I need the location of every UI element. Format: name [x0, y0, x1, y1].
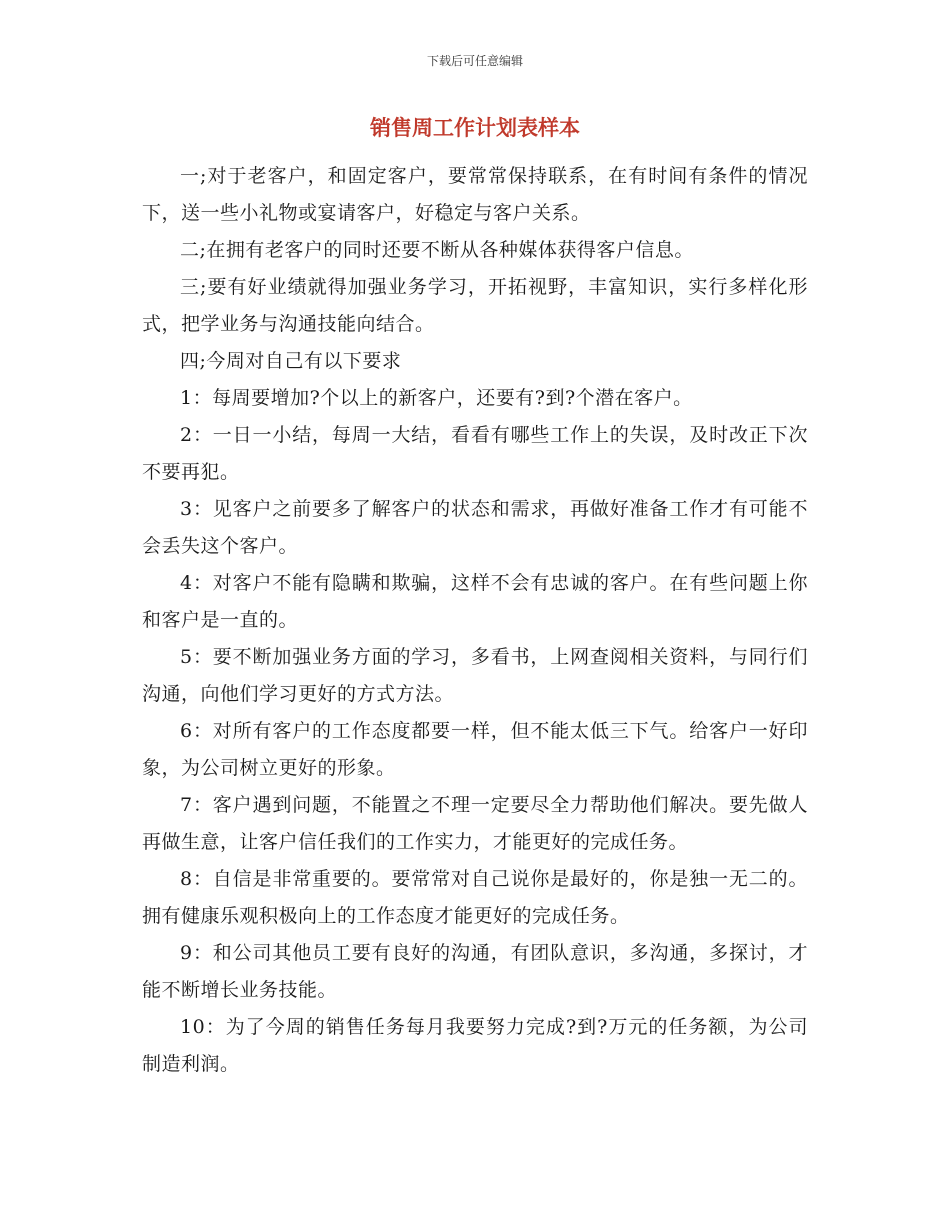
paragraph-14: 10：为了今周的销售任务每月我要努力完成?到?万元的任务额，为公司制造利润。: [142, 1016, 808, 1075]
paragraph-12: 8：自信是非常重要的。要常常对自己说你是最好的，你是独一无二的。拥有健康乐观积极向上的工作态度才能更好的完成任务。: [142, 868, 808, 927]
paragraph-3: 三;要有好业绩就得加强业务学习，开拓视野，丰富知识，实行多样化形式，把学业务与沟通技能向结合。: [142, 276, 808, 335]
paragraph-10: 6：对所有客户的工作态度都要一样，但不能太低三下气。给客户一好印象，为公司树立更好的形象。: [142, 720, 808, 779]
paragraph-5: 1：每周要增加?个以上的新客户，还要有?到?个潜在客户。: [180, 387, 693, 409]
paragraph-9: 5：要不断加强业务方面的学习，多看书，上网查阅相关资料，与同行们沟通，向他们学习更好的方式方法。: [142, 646, 808, 705]
paragraph-4: 四;今周对自己有以下要求: [180, 350, 402, 372]
header-note: 下载后可任意编辑: [426, 54, 523, 68]
paragraph-11: 7：客户遇到问题，不能置之不理一定要尽全力帮助他们解决。要先做人再做生意，让客户信任我们的工作实力，才能更好的完成任务。: [142, 794, 808, 853]
paragraph-8: 4：对客户不能有隐瞒和欺骗，这样不会有忠诚的客户。在有些问题上你和客户是一直的。: [142, 572, 808, 631]
paragraph-1: 一;对于老客户，和固定客户，要常常保持联系，在有时间有条件的情况下，送一些小礼物或宴请客户，好稳定与客户关系。: [142, 165, 808, 224]
document-title: 销售周工作计划表样本: [370, 116, 580, 140]
paragraph-6: 2：一日一小结，每周一大结，看看有哪些工作上的失误，及时改正下次不要再犯。: [142, 424, 808, 483]
document-body: [142, 158, 808, 1083]
paragraph-2: 二;在拥有老客户的同时还要不断从各种媒体获得客户信息。: [180, 239, 694, 261]
paragraph-13: 9：和公司其他员工要有良好的沟通，有团队意识，多沟通，多探讨，才能不断增长业务技能。: [142, 942, 808, 1001]
paragraph-7: 3：见客户之前要多了解客户的状态和需求，再做好准备工作才有可能不会丢失这个客户。: [142, 498, 808, 557]
